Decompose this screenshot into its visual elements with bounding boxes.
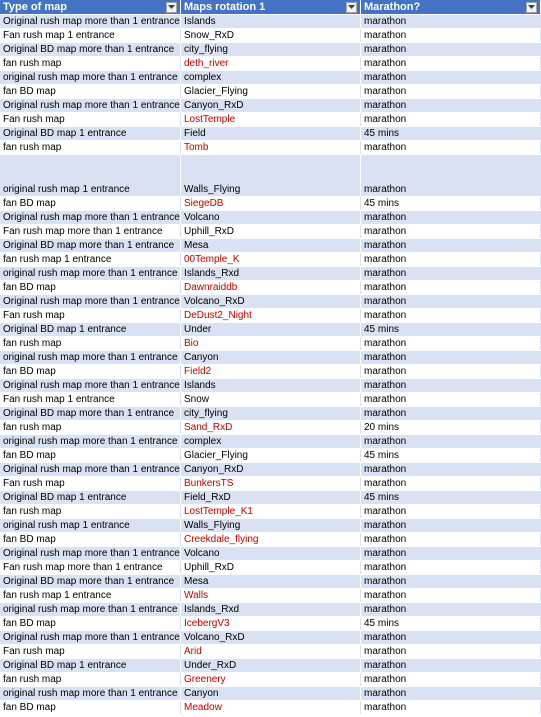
table-row <box>0 127 541 141</box>
column-header-maps[interactable] <box>181 0 361 14</box>
table-row <box>0 477 541 491</box>
cell-marathon[interactable]: marathon <box>364 576 407 587</box>
table-row <box>0 141 541 155</box>
table-row <box>0 589 541 603</box>
cell-map[interactable]: Walls_Flying <box>181 155 361 196</box>
cell-type[interactable]: fan rush map <box>0 337 181 350</box>
filter-dropdown-icon[interactable] <box>526 2 537 13</box>
cell-type[interactable]: original rush map more than 1 entrance <box>0 603 181 616</box>
cell-marathon[interactable]: 45 mins <box>364 128 400 139</box>
table-row <box>0 295 541 309</box>
cell-type[interactable]: Original rush map more than 1 entrance <box>0 295 181 308</box>
table-row <box>0 379 541 393</box>
cell-type[interactable]: original rush map more than 1 entrance <box>0 267 181 280</box>
table-row <box>0 701 541 715</box>
cell-marathon[interactable]: marathon <box>361 141 541 154</box>
cell-type[interactable]: original rush map more than 1 entrance <box>0 351 181 364</box>
cell-map[interactable]: Sand_RxD <box>181 421 361 434</box>
cell-type[interactable]: Fan rush map more than 1 entrance <box>0 561 181 574</box>
cell-map[interactable]: Mesa <box>181 575 361 588</box>
cell-type[interactable]: fan rush map <box>0 141 181 154</box>
cell-marathon[interactable]: marathon <box>364 548 407 559</box>
cell-map[interactable]: Mesa <box>181 239 361 252</box>
cell-marathon[interactable]: marathon <box>361 505 541 518</box>
cell-map[interactable]: complex <box>181 435 361 448</box>
cell-map[interactable]: city_flying <box>181 407 361 420</box>
cell-marathon[interactable]: 45 mins <box>364 324 400 335</box>
column-header-type[interactable] <box>0 0 181 14</box>
table-row <box>0 603 541 617</box>
cell-marathon[interactable]: marathon <box>364 240 407 251</box>
cell-type[interactable]: Original BD map 1 entrance <box>0 659 181 672</box>
table-row <box>0 225 541 239</box>
cell-type[interactable]: Fan rush map 1 entrance <box>0 29 181 42</box>
cell-map[interactable]: Dawnraiddb <box>181 281 361 294</box>
table-row <box>0 645 541 659</box>
cell-type[interactable]: Original BD map more than 1 entrance <box>0 575 181 588</box>
cell-map[interactable]: Bio <box>181 337 361 350</box>
cell-type[interactable]: Original rush map more than 1 entrance <box>0 379 181 392</box>
column-header-label: Maps rotation 1 <box>184 1 266 13</box>
cell-type[interactable]: Fan rush map more than 1 entrance <box>0 225 181 238</box>
cell-type[interactable]: fan BD map <box>0 701 181 714</box>
cell-marathon[interactable]: 45 mins <box>361 617 541 630</box>
cell-type[interactable]: Fan rush map <box>0 113 181 126</box>
cell-type[interactable]: fan rush map <box>0 421 181 434</box>
table-row <box>0 491 541 505</box>
cell-type[interactable]: fan BD map <box>0 365 181 378</box>
cell-type[interactable]: fan rush map <box>0 57 181 70</box>
table-row <box>0 435 541 449</box>
cell-marathon[interactable]: marathon <box>361 29 541 42</box>
cell-marathon[interactable]: marathon <box>364 100 407 111</box>
cell-marathon[interactable]: marathon <box>361 477 541 490</box>
table-row <box>0 337 541 351</box>
cell-marathon[interactable]: marathon <box>361 85 541 98</box>
cell-map[interactable]: 00Temple_K <box>181 253 361 266</box>
table-row <box>0 253 541 267</box>
table-row <box>0 43 541 57</box>
cell-marathon[interactable]: marathon <box>364 408 407 419</box>
cell-marathon[interactable]: marathon <box>364 16 407 27</box>
cell-map[interactable]: Volcano_RxD <box>181 631 361 644</box>
cell-map[interactable]: Islands_Rxd <box>181 267 361 280</box>
table-row <box>0 365 541 379</box>
cell-marathon[interactable]: 20 mins <box>361 421 541 434</box>
cell-marathon[interactable]: marathon <box>364 688 407 699</box>
cell-marathon[interactable]: marathon <box>364 352 407 363</box>
table-row <box>0 659 541 673</box>
cell-type[interactable]: fan rush map <box>0 673 181 686</box>
cell-map[interactable]: Canyon <box>181 351 361 364</box>
cell-map[interactable]: Volcano <box>181 547 361 560</box>
cell-type[interactable]: original rush map more than 1 entrance <box>0 71 181 84</box>
cell-marathon[interactable]: marathon <box>364 464 407 475</box>
cell-marathon[interactable]: 45 mins <box>361 197 541 210</box>
cell-map[interactable]: Glacier_Flying <box>181 449 361 462</box>
cell-type[interactable]: Original rush map more than 1 entrance <box>0 15 181 28</box>
cell-map[interactable]: Canyon_RxD <box>181 463 361 476</box>
cell-map[interactable]: city_flying <box>181 43 361 56</box>
cell-marathon[interactable]: marathon <box>361 645 541 658</box>
cell-map[interactable]: Islands_Rxd <box>181 603 361 616</box>
cell-map[interactable]: Snow <box>181 393 361 406</box>
cell-map[interactable]: LostTemple <box>181 113 361 126</box>
cell-type[interactable]: fan BD map <box>0 281 181 294</box>
cell-marathon[interactable]: marathon <box>364 660 407 671</box>
cell-map[interactable]: Field <box>181 127 361 140</box>
cell-marathon[interactable]: marathon <box>361 701 541 714</box>
table-row <box>0 57 541 71</box>
filter-dropdown-icon[interactable] <box>166 2 177 13</box>
cell-map[interactable]: deth_river <box>181 57 361 70</box>
table-row <box>0 239 541 253</box>
cell-type[interactable]: Original rush map more than 1 entrance <box>0 99 181 112</box>
cell-map[interactable]: LostTemple_K1 <box>181 505 361 518</box>
cell-marathon[interactable]: marathon <box>364 380 407 391</box>
cell-type[interactable]: Original rush map more than 1 entrance <box>0 547 181 560</box>
cell-type[interactable]: Original BD map 1 entrance <box>0 323 181 336</box>
cell-marathon[interactable]: marathon <box>361 309 541 322</box>
table-row <box>0 85 541 99</box>
table-row <box>0 505 541 519</box>
table-row <box>0 393 541 407</box>
cell-marathon[interactable]: marathon <box>361 589 541 602</box>
cell-marathon[interactable]: 45 mins <box>361 449 541 462</box>
cell-type[interactable]: Original BD map 1 entrance <box>0 491 181 504</box>
table-row <box>0 463 541 477</box>
column-header-label: Marathon? <box>364 1 421 13</box>
table-row <box>0 519 541 533</box>
cell-type[interactable]: fan BD map <box>0 533 181 546</box>
cell-type[interactable]: fan BD map <box>0 197 181 210</box>
cell-type[interactable]: original rush map more than 1 entrance <box>0 687 181 700</box>
cell-map[interactable]: Volcano <box>181 211 361 224</box>
cell-map[interactable]: Creekdale_flying <box>181 533 361 546</box>
column-header-marathon[interactable] <box>361 0 541 14</box>
table-row <box>0 113 541 127</box>
table-row <box>0 211 541 225</box>
cell-type[interactable]: Fan rush map <box>0 645 181 658</box>
cell-type[interactable]: Fan rush map 1 entrance <box>0 393 181 406</box>
cell-map[interactable]: IcebergV3 <box>181 617 361 630</box>
cell-map[interactable]: Meadow <box>181 701 361 714</box>
cell-marathon[interactable]: marathon <box>361 113 541 126</box>
cell-map[interactable]: BunkersTS <box>181 477 361 490</box>
cell-map[interactable]: SiegeDB <box>181 197 361 210</box>
cell-type[interactable]: fan rush map <box>0 505 181 518</box>
column-header-label: Type of map <box>3 1 67 13</box>
cell-marathon[interactable]: marathon <box>361 225 541 238</box>
table-row <box>0 323 541 337</box>
cell-type[interactable]: fan BD map <box>0 85 181 98</box>
table-row <box>0 351 541 365</box>
cell-map[interactable]: complex <box>181 71 361 84</box>
cell-marathon[interactable]: 45 mins <box>364 492 400 503</box>
cell-type[interactable]: fan rush map 1 entrance <box>0 253 181 266</box>
cell-type[interactable]: Original rush map more than 1 entrance <box>0 631 181 644</box>
table-row <box>0 617 541 631</box>
table-row <box>0 687 541 701</box>
cell-marathon[interactable]: marathon <box>361 561 541 574</box>
cell-marathon[interactable]: marathon <box>364 296 407 307</box>
header-row <box>0 0 541 15</box>
cell-marathon[interactable]: marathon <box>364 212 407 223</box>
cell-type[interactable]: original rush map more than 1 entrance <box>0 435 181 448</box>
cell-map[interactable]: Walls_Flying <box>181 519 361 532</box>
cell-type[interactable]: Original BD map 1 entrance <box>0 127 181 140</box>
table-row <box>0 71 541 85</box>
cell-type[interactable]: Original rush map more than 1 entrance <box>0 463 181 476</box>
table-row <box>0 267 541 281</box>
table-row <box>0 421 541 435</box>
cell-map[interactable]: Field_RxD <box>181 491 361 504</box>
cell-marathon[interactable]: marathon <box>361 57 541 70</box>
cell-map[interactable]: Field2 <box>181 365 361 378</box>
table-row <box>0 197 541 211</box>
table-row <box>0 673 541 687</box>
cell-type[interactable]: fan rush map 1 entrance <box>0 589 181 602</box>
table-row <box>0 631 541 645</box>
cell-marathon[interactable]: marathon <box>361 673 541 686</box>
cell-map[interactable]: Uphill_RxD <box>181 561 361 574</box>
table-row <box>0 407 541 421</box>
cell-map[interactable]: Walls <box>181 589 361 602</box>
cell-map[interactable]: Canyon_RxD <box>181 99 361 112</box>
cell-map[interactable]: Tomb <box>181 141 361 154</box>
cell-marathon[interactable]: marathon <box>364 604 407 615</box>
table-row <box>0 575 541 589</box>
cell-map[interactable]: Under <box>181 323 361 336</box>
table-row <box>0 29 541 43</box>
filter-dropdown-icon[interactable] <box>346 2 357 13</box>
table-row <box>0 155 541 197</box>
cell-marathon[interactable]: marathon <box>361 337 541 350</box>
cell-map[interactable]: DeDust2_Night <box>181 309 361 322</box>
cell-type[interactable]: Fan rush map <box>0 477 181 490</box>
cell-marathon[interactable]: marathon <box>364 632 407 643</box>
cell-map[interactable]: Islands <box>181 379 361 392</box>
table-row <box>0 561 541 575</box>
table-row <box>0 547 541 561</box>
table-row <box>0 533 541 547</box>
cell-type[interactable]: Original BD map more than 1 entrance <box>0 407 181 420</box>
cell-map[interactable]: Uphill_RxD <box>181 225 361 238</box>
cell-map[interactable]: Under_RxD <box>181 659 361 672</box>
cell-map[interactable]: Canyon <box>181 687 361 700</box>
cell-type[interactable]: fan BD map <box>0 449 181 462</box>
cell-marathon[interactable]: marathon <box>361 365 541 378</box>
cell-map[interactable]: Volcano_RxD <box>181 295 361 308</box>
table-row <box>0 15 541 29</box>
table-row <box>0 99 541 113</box>
cell-map[interactable]: Arid <box>181 645 361 658</box>
table-row <box>0 281 541 295</box>
cell-marathon[interactable]: marathon <box>364 44 407 55</box>
cell-marathon[interactable]: marathon <box>361 253 541 266</box>
cell-type[interactable]: Fan rush map <box>0 309 181 322</box>
table-row <box>0 449 541 463</box>
cell-type[interactable]: original rush map 1 entrance <box>0 519 181 532</box>
cell-type[interactable]: Original BD map more than 1 entrance <box>0 239 181 252</box>
cell-marathon[interactable]: marathon <box>361 281 541 294</box>
table-row <box>0 309 541 323</box>
cell-type[interactable]: Original BD map more than 1 entrance <box>0 43 181 56</box>
cell-marathon[interactable]: marathon <box>361 533 541 546</box>
cell-marathon[interactable]: marathon <box>364 72 407 83</box>
cell-marathon[interactable]: marathon <box>364 436 407 447</box>
cell-type[interactable]: fan BD map <box>0 617 181 630</box>
cell-type[interactable]: original rush map 1 entrance <box>0 155 181 196</box>
cell-marathon[interactable]: marathon <box>364 268 407 279</box>
cell-map[interactable]: Greenery <box>181 673 361 686</box>
cell-type[interactable]: Original rush map more than 1 entrance <box>0 211 181 224</box>
cell-marathon[interactable]: marathon <box>364 520 407 531</box>
cell-marathon[interactable]: marathon <box>364 184 407 195</box>
cell-marathon[interactable]: marathon <box>361 393 541 406</box>
cell-map[interactable]: Islands <box>181 15 361 28</box>
cell-map[interactable]: Snow_RxD <box>181 29 361 42</box>
cell-map[interactable]: Glacier_Flying <box>181 85 361 98</box>
